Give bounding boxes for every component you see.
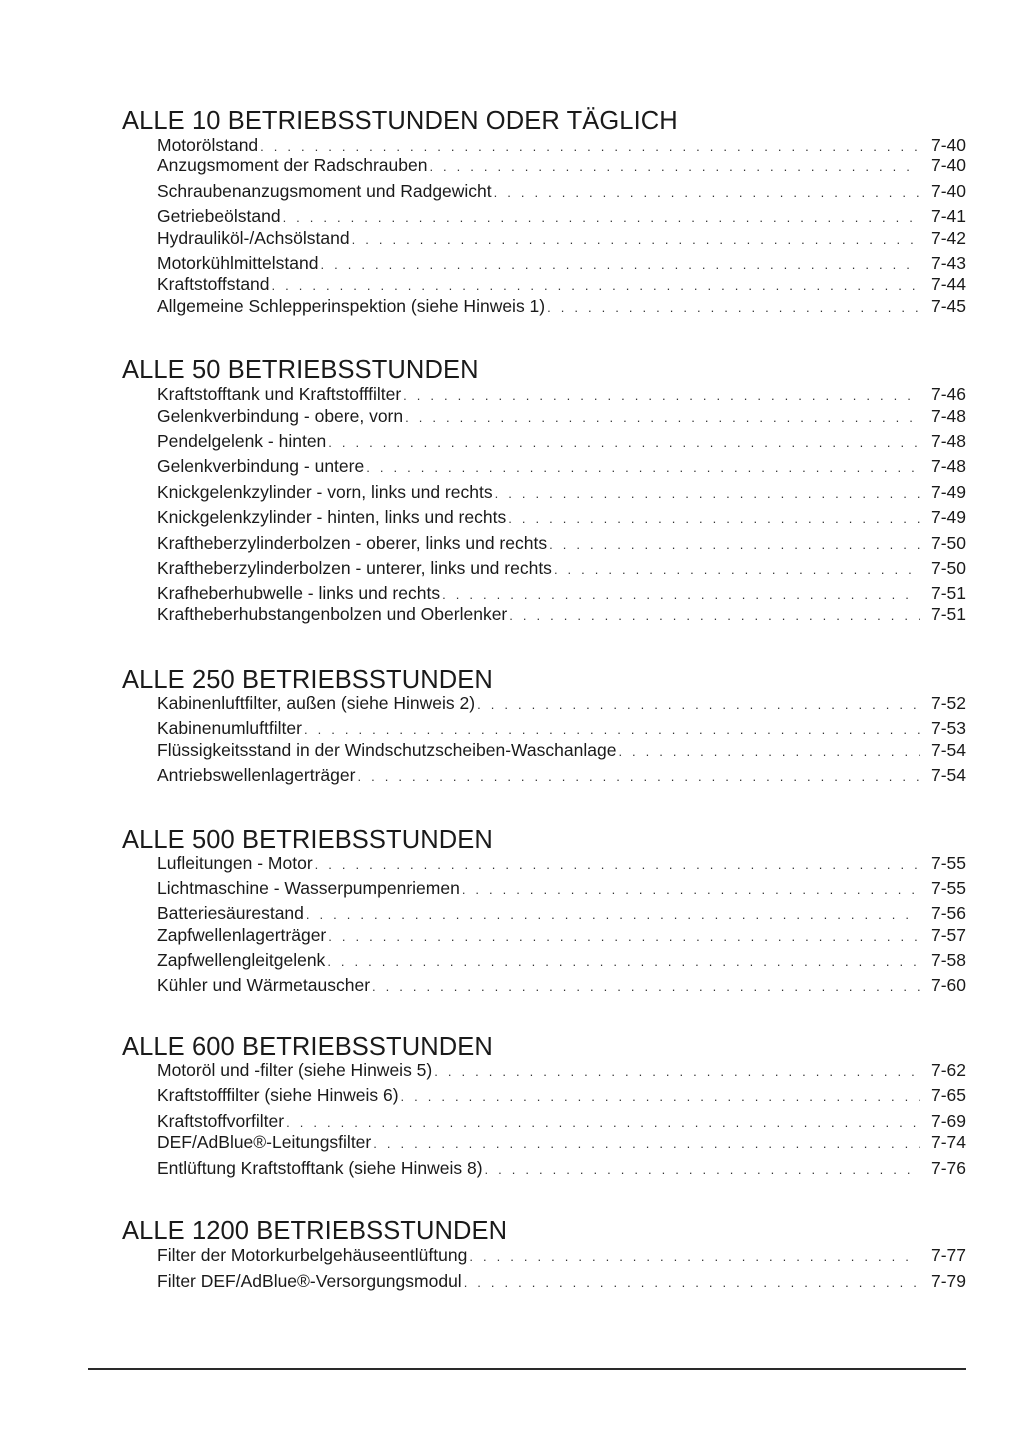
dot-leader <box>328 926 920 948</box>
entry-label: Hydrauliköl-/Achsölstand <box>157 228 350 248</box>
dot-leader <box>372 976 920 998</box>
toc-entry[interactable] <box>157 252 966 274</box>
dot-leader <box>494 182 920 204</box>
entry-page: 7-55 <box>930 878 966 898</box>
entry-page: 7-45 <box>930 296 966 316</box>
dot-leader <box>405 407 920 429</box>
entry-label: Kabinenumluftfilter <box>157 718 302 738</box>
dot-leader <box>304 719 920 741</box>
entry-label: Knickgelenkzylinder - vorn, links und rechts <box>157 482 493 502</box>
toc-entry[interactable] <box>157 273 966 295</box>
toc-entry[interactable] <box>157 1131 966 1153</box>
entry-label: Kraftheberzylinderbolzen - oberer, links und rechts <box>157 533 548 553</box>
toc-entry[interactable] <box>157 692 966 714</box>
toc-entry[interactable] <box>157 1084 966 1106</box>
toc-entry[interactable] <box>157 739 966 761</box>
entry-label: Flüssigkeitsstand in der Windschutzscheiben-Waschanlage <box>157 740 617 760</box>
entry-page: 7-43 <box>930 253 966 273</box>
entry-label: Lichtmaschine - Wasserpumpenriemen <box>157 878 460 898</box>
section-title: ALLE 10 BETRIEBSSTUNDEN ODER TÄGLICH <box>122 107 678 135</box>
entry-page: 7-65 <box>930 1085 966 1105</box>
entry-page: 7-76 <box>930 1158 966 1178</box>
toc-entry[interactable] <box>157 532 966 554</box>
toc-entry[interactable] <box>157 1244 966 1266</box>
toc-entry[interactable] <box>157 295 966 317</box>
entry-label: Kraftheberhubstangenbolzen und Oberlenker <box>157 604 508 624</box>
entry-label: Kraftstofffilter (siehe Hinweis 6) <box>157 1085 399 1105</box>
dot-leader <box>508 508 920 530</box>
entry-label: Schraubenanzugsmoment und Radgewicht <box>157 181 492 201</box>
entry-page: 7-48 <box>930 431 966 451</box>
entry-page: 7-79 <box>930 1271 966 1291</box>
entry-label: Filter der Motorkurbelgehäuseentlüftung <box>157 1245 468 1265</box>
entry-label: Filter DEF/AdBlue®-Versorgungsmodul <box>157 1271 462 1291</box>
dot-leader <box>618 741 920 763</box>
entry-label: Knickgelenkzylinder - hinten, links und rechts <box>157 507 507 527</box>
entry-page: 7-49 <box>930 482 966 502</box>
toc-entry[interactable] <box>157 557 966 579</box>
entry-page: 7-77 <box>930 1245 966 1265</box>
entry-label: Allgemeine Schlepperinspektion (siehe Hinweis 1) <box>157 296 546 316</box>
dot-leader <box>315 854 920 876</box>
entry-page: 7-40 <box>930 181 966 201</box>
entry-page: 7-74 <box>930 1132 966 1152</box>
toc-entry[interactable] <box>157 1059 966 1081</box>
toc-entry[interactable] <box>157 924 966 946</box>
toc-entry[interactable] <box>157 1110 966 1132</box>
section-title: ALLE 1200 BETRIEBSSTUNDEN <box>122 1217 508 1245</box>
toc-entry[interactable] <box>157 154 966 176</box>
entry-label: Kabinenluftfilter, außen (siehe Hinweis 2) <box>157 693 476 713</box>
entry-page: 7-40 <box>930 155 966 175</box>
entry-label: DEF/AdBlue®-Leitungsfilter <box>157 1132 372 1152</box>
entry-label: Gelenkverbindung - obere, vorn <box>157 406 404 426</box>
entry-page: 7-48 <box>930 456 966 476</box>
entry-label: Antriebswellenlagerträger <box>157 765 356 785</box>
toc-entry[interactable] <box>157 764 966 786</box>
toc-entry[interactable] <box>157 455 966 477</box>
entry-label: Zapfwellengleitgelenk <box>157 950 326 970</box>
dot-leader <box>401 1086 920 1108</box>
dot-leader <box>366 457 920 479</box>
dot-leader <box>547 297 920 319</box>
entry-page: 7-49 <box>930 507 966 527</box>
entry-page: 7-54 <box>930 740 966 760</box>
toc-entry[interactable] <box>157 974 966 996</box>
entry-page: 7-41 <box>930 206 966 226</box>
dot-leader <box>477 694 920 716</box>
toc-entry[interactable] <box>157 134 966 156</box>
dot-leader <box>328 432 920 454</box>
entry-page: 7-46 <box>930 384 966 404</box>
entry-page: 7-52 <box>930 693 966 713</box>
entry-page: 7-57 <box>930 925 966 945</box>
entry-label: Pendelgelenk - hinten <box>157 431 327 451</box>
toc-entry[interactable] <box>157 902 966 924</box>
dot-leader <box>554 559 920 581</box>
toc-entry[interactable] <box>157 1270 966 1292</box>
dot-leader <box>327 951 920 973</box>
entry-label: Kraftstoffvorfilter <box>157 1111 285 1131</box>
dot-leader <box>352 229 920 251</box>
entry-page: 7-42 <box>930 228 966 248</box>
dot-leader <box>485 1159 920 1181</box>
dot-leader <box>429 156 920 178</box>
entry-label: Motorölstand <box>157 135 259 155</box>
entry-page: 7-51 <box>930 583 966 603</box>
entry-label: Gelenkverbindung - untere <box>157 456 365 476</box>
entry-label: Getriebeölstand <box>157 206 281 226</box>
entry-label: Motoröl und -filter (siehe Hinweis 5) <box>157 1060 433 1080</box>
entry-label: Kraftstofftank und Kraftstofffilter <box>157 384 402 404</box>
section-title: ALLE 500 BETRIEBSSTUNDEN <box>122 826 493 854</box>
toc-entry[interactable] <box>157 227 966 249</box>
dot-leader <box>469 1246 920 1268</box>
entry-page: 7-56 <box>930 903 966 923</box>
dot-leader <box>462 879 920 901</box>
entry-label: Lufleitungen - Motor <box>157 853 313 873</box>
dot-leader <box>464 1272 920 1294</box>
dot-leader <box>434 1061 920 1083</box>
section-title: ALLE 250 BETRIEBSSTUNDEN <box>122 666 493 694</box>
dot-leader <box>549 534 920 556</box>
dot-leader <box>373 1133 920 1155</box>
entry-label: Kühler und Wärmetauscher <box>157 975 371 995</box>
entry-page: 7-58 <box>930 950 966 970</box>
footer-divider <box>88 1368 966 1370</box>
entry-label: Anzugsmoment der Radschrauben <box>157 155 428 175</box>
entry-page: 7-50 <box>930 558 966 578</box>
toc-entry[interactable] <box>157 1157 966 1179</box>
dot-leader <box>495 483 920 505</box>
entry-page: 7-62 <box>930 1060 966 1080</box>
dot-leader <box>272 275 920 297</box>
toc-entry[interactable] <box>157 949 966 971</box>
entry-label: Kraftstoffstand <box>157 274 270 294</box>
dot-leader <box>403 385 920 407</box>
dot-leader <box>357 766 920 788</box>
dot-leader <box>306 904 920 926</box>
entry-page: 7-44 <box>930 274 966 294</box>
entry-page: 7-50 <box>930 533 966 553</box>
toc-entry[interactable] <box>157 582 966 604</box>
entry-page: 7-53 <box>930 718 966 738</box>
entry-label: Batteriesäurestand <box>157 903 304 923</box>
entry-label: Zapfwellenlagerträger <box>157 925 327 945</box>
entry-page: 7-51 <box>930 604 966 624</box>
dot-leader <box>283 207 920 229</box>
section-title: ALLE 50 BETRIEBSSTUNDEN <box>122 356 479 384</box>
toc-entry[interactable] <box>157 205 966 227</box>
toc-entry[interactable] <box>157 180 966 202</box>
entry-label: Kraftheberzylinderbolzen - unterer, links und rechts <box>157 558 552 578</box>
section-title: ALLE 600 BETRIEBSSTUNDEN <box>122 1033 493 1061</box>
toc-entry[interactable] <box>157 717 966 739</box>
toc-entry[interactable] <box>157 506 966 528</box>
dot-leader <box>509 605 920 627</box>
entry-page: 7-69 <box>930 1111 966 1131</box>
toc-entry[interactable] <box>157 877 966 899</box>
toc-entry[interactable] <box>157 405 966 427</box>
entry-label: Motorkühlmittelstand <box>157 253 319 273</box>
entry-page: 7-60 <box>930 975 966 995</box>
toc-entry[interactable] <box>157 383 966 405</box>
entry-page: 7-48 <box>930 406 966 426</box>
entry-page: 7-55 <box>930 853 966 873</box>
toc-entry[interactable] <box>157 603 966 625</box>
entry-label: Entlüftung Kraftstofftank (siehe Hinweis 8) <box>157 1158 483 1178</box>
toc-entry[interactable] <box>157 481 966 503</box>
entry-page: 7-54 <box>930 765 966 785</box>
toc-entry[interactable] <box>157 430 966 452</box>
entry-label: Krafheberhubwelle - links und rechts <box>157 583 441 603</box>
toc-entry[interactable] <box>157 852 966 874</box>
entry-page: 7-40 <box>930 135 966 155</box>
